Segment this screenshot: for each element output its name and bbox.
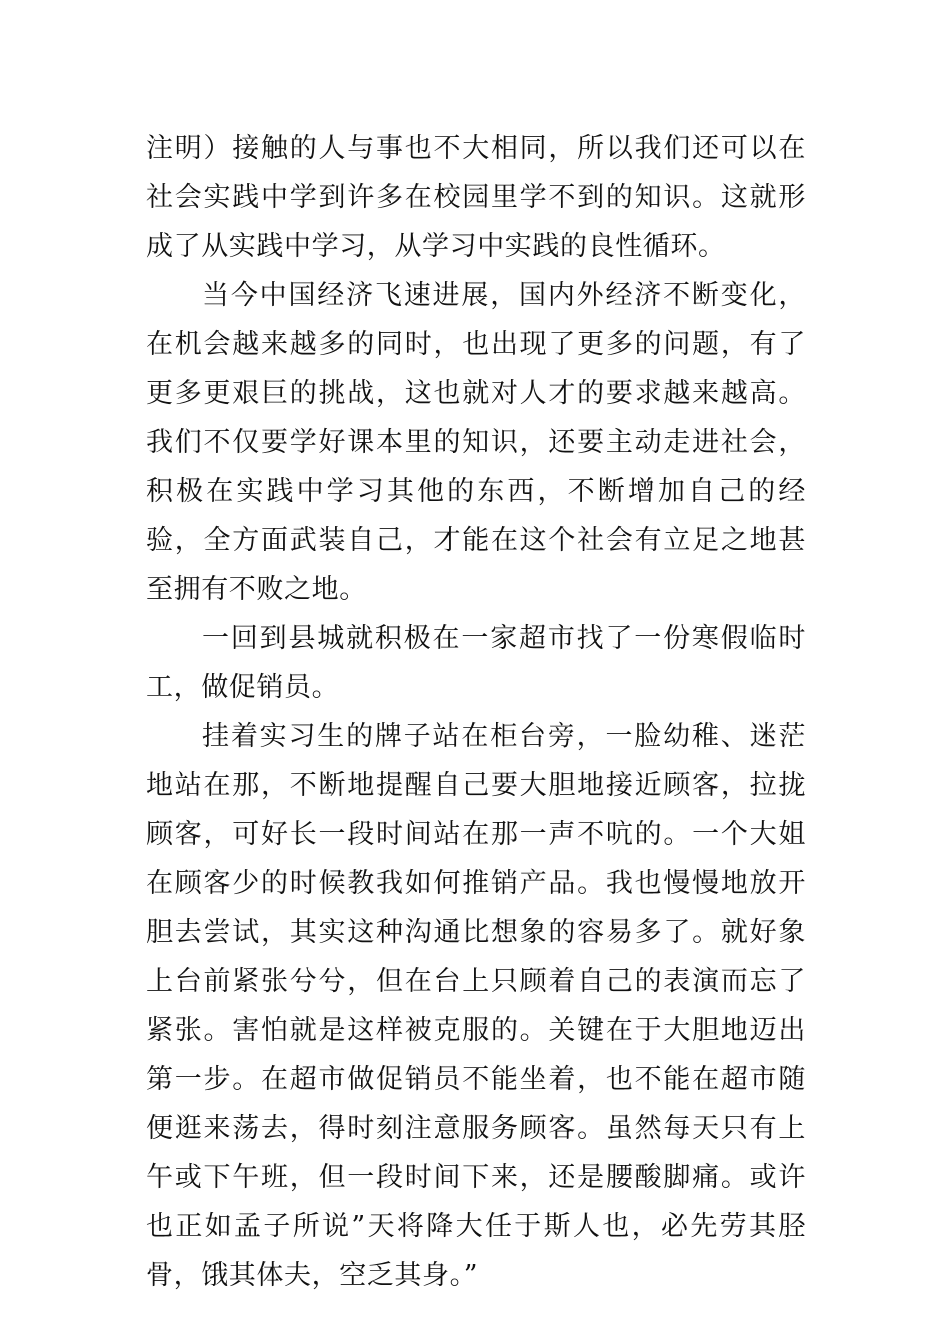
- paragraph-3: 一回到县城就积极在一家超市找了一份寒假临时工，做促销员。: [146, 623, 806, 703]
- paragraph-1: 注明）接触的人与事也不大相同，所以我们还可以在社会实践中学到许多在校园里学不到的知识。这就形成了从实践中学习，从学习中实践的良性循环。: [146, 133, 806, 262]
- paragraph-4: 挂着实习生的牌子站在柜台旁，一脸幼稚、迷茫地站在那，不断地提醒自己要大胆地接近顾客，拉拢顾客，可好长一段时间站在那一声不吭的。一个大姐在顾客少的时候教我如何推销产品。我也慢慢地放开胆去尝试，其实这种沟通比想象的容易多了。就好象上台前紧张兮兮，但在台上只顾着自己的表演而忘了紧张。害怕就是这样被克服的。关键在于大胆地迈出第一步。在超市做促销员不能坐着，也不能在超市随便逛来荡去，得时刻注意服务顾客。虽然每天只有上午或下午班，但一段时间下来，还是腰酸脚痛。或许也正如孟子所说”天将降大任于斯人也，必先劳其胫骨，饿其体夫，空乏其身。”: [146, 721, 806, 1291]
- body-text: [146, 124, 806, 1300]
- paragraph-2: 当今中国经济飞速进展，国内外经济不断变化，在机会越来越多的同时，也出现了更多的问题，有了更多更艰巨的挑战，这也就对人才的要求越来越高。我们不仅要学好课本里的知识，还要主动走进社会，积极在实践中学习其他的东西，不断增加自己的经验，全方面武装自己，才能在这个社会有立足之地甚至拥有不败之地。: [146, 280, 806, 605]
